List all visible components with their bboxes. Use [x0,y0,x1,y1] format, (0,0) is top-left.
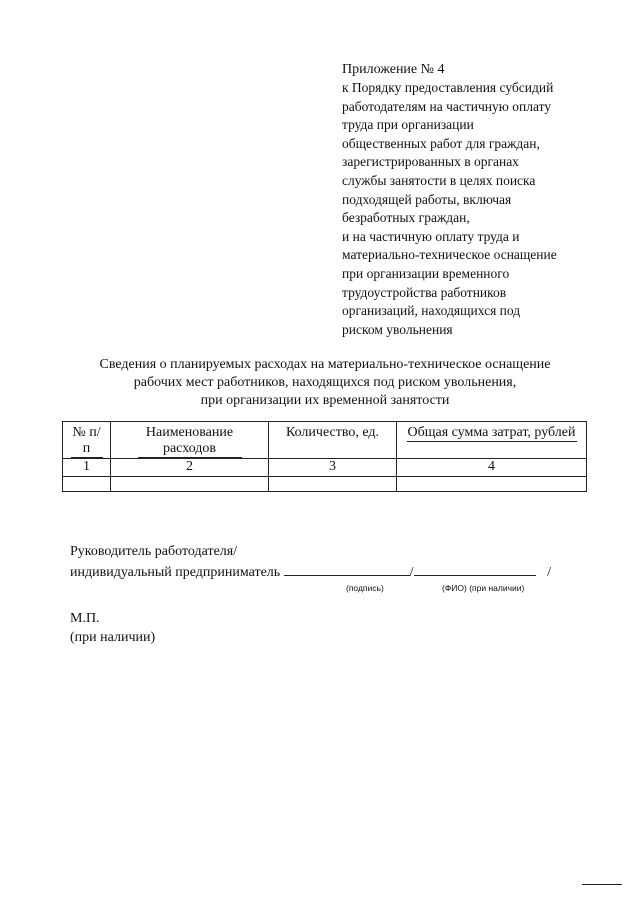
appendix-line: трудоустройства работников [342,284,507,300]
stamp-note [70,609,155,647]
table-cell [111,477,269,492]
stamp-label: М.П. [70,611,100,626]
numbering-cell: 3 [269,459,397,477]
section-heading [60,356,590,410]
appendix-line: при организации временного [342,265,510,281]
header-label: Количество, ед. [285,425,380,440]
header-label: Общая сумма затрат, рублей [407,422,577,442]
appendix-line: подходящей работы, включая [342,191,512,207]
appendix-line: риском увольнения [342,321,453,337]
appendix-line: общественных работ для граждан, [342,135,540,151]
costs-table [62,421,587,492]
heading-line: Сведения о планируемых расходах на материально-техническое оснащение [99,357,551,372]
name-blank [414,561,536,576]
header-cell-name [111,422,269,459]
appendix-line: организаций, находящихся под [342,303,521,319]
appendix-line: работодателям на частичную оплату [342,98,552,114]
appendix-note [342,60,612,339]
signature-role-label: индивидуальный предприниматель [70,565,281,580]
numbering-cell: 4 [397,459,587,477]
header-label: № п/п [71,422,103,458]
header-cell-quantity [269,422,397,459]
appendix-line: к Порядку предоставления субсидий [342,80,554,95]
signature-field-line [70,561,590,580]
appendix-line: материально-техническое оснащение [342,247,557,263]
appendix-line: и на частичную оплату труда и [342,228,520,244]
numbering-cell: 1 [63,459,111,477]
table-cell [269,477,397,492]
heading-line: при организации их временной занятости [200,393,450,408]
header-cell-total [397,422,587,459]
appendix-line: безработных граждан, [342,210,470,226]
header-label: Наименование расходов [138,422,242,458]
table-header-row [63,422,587,459]
separator: / [409,565,414,580]
signature-caption: (подпись) [346,583,384,593]
appendix-line: зарегистрированных в органах [342,154,519,170]
stamp-condition: (при наличии) [70,630,156,645]
table-cell [63,477,111,492]
table-row [63,477,587,492]
heading-line: рабочих мест работников, находящихся под риском увольнения, [133,375,517,390]
header-cell-number [63,422,111,459]
numbering-cell: 2 [111,459,269,477]
footer-divider [582,884,622,885]
table-numbering-row [63,459,587,477]
appendix-line: труда при организации [342,117,474,133]
name-caption: (ФИО) (при наличии) [442,583,525,593]
appendix-title: Приложение № 4 [342,62,445,77]
signature-blank [284,561,410,576]
signature-role-line: Руководитель работодателя/ [70,544,238,559]
table-cell [397,477,587,492]
signature-block [70,542,590,593]
appendix-line: службы занятости в целях поиска [342,172,536,188]
separator: / [547,565,551,580]
